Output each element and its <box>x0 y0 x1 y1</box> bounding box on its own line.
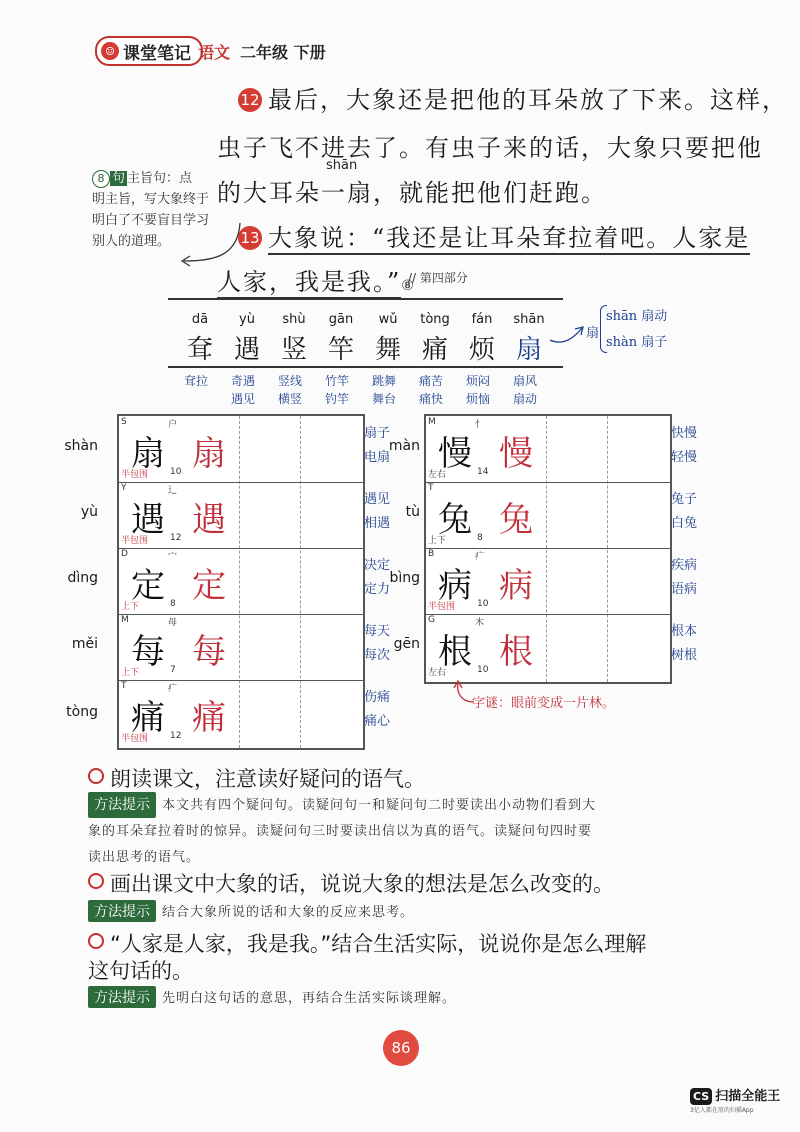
header-subject: 语文 <box>198 43 231 62</box>
header-title: 课堂笔记 <box>123 43 191 64</box>
p12-line2: 虫子飞不进去了。有虫子来的话，大象只要把他 <box>217 134 763 162</box>
word-group: 奇遇 遇见 <box>230 374 255 406</box>
fan-char: 扇 <box>586 326 600 341</box>
fan-reading-1: shān 扇动 <box>606 309 668 324</box>
exercise-3-cont: 这句话的。 <box>88 959 193 983</box>
exercise-3-tip: 方法提示 先明白这句话的意思，再结合生活实际谈理解。 <box>88 986 456 1008</box>
paragraph-number: 13 <box>238 226 262 250</box>
exercise-2: 画出课文中大象的话，说说大象的想法是怎么改变的。 <box>88 868 614 898</box>
circle-icon <box>88 768 104 784</box>
right-grid-content: màn M 忄 慢 左右 14 慢 快慢 轻慢 tù T 兔 上下 8 兔 兔子 白兔 bìng B 疒 病 半包围 10 病 疾病 语病 gēn G 木 根 左右 10 根 根本 树根 <box>388 417 698 678</box>
p12-line1: 12 最后，大象还是把他的耳朵放了下来。这样， <box>238 80 788 115</box>
left-grid-content: shàn S 户 扇 半包围 10 扇 扇子 电扇 yù Y 辶 遇 半包围 12 遇 遇见 相遇 dìng D 宀 定 上下 8 定 决定 定力 měi M 母 每 上下 7 每 每天 每次 tòng T 疒 痛 半包围 12 痛 伤痛 痛心 <box>64 417 391 744</box>
exercise-3: “人家是人家，我是我。”结合生活实际，说说你是怎么理解 <box>88 928 646 958</box>
word-char: gān 竿 <box>327 312 354 365</box>
tip-label: 方法提示 <box>88 900 156 922</box>
new-words-box <box>168 298 563 368</box>
note-text: 明主旨，写大象终于明白了不要盲目学习别人的道理。 <box>92 192 210 249</box>
side-note: 8 句 主旨句：点 明主旨，写大象终于明白了不要盲目学习别人的道理。 <box>92 171 210 249</box>
fan-reading-2: shàn 扇子 <box>606 335 668 350</box>
shan-pinyin: shān <box>326 158 358 173</box>
arrow-icon <box>548 316 588 346</box>
smile-icon: ☺ <box>101 42 119 60</box>
word-char: yù 遇 <box>233 312 260 365</box>
p13-line2: 人家，我是我。”⑧ <box>217 262 416 297</box>
p12-line3: 的大耳朵一扇，就能把他们赶跑。 <box>217 179 607 207</box>
exercise-2-tip: 方法提示 结合大象所说的话和大象的反应来思考。 <box>88 900 414 922</box>
word-group: 跳舞 舞台 <box>371 374 396 406</box>
word-group: 竹竿 钓竿 <box>324 374 349 406</box>
note-tag: 句 <box>112 171 126 186</box>
word-group: 扇风 扇动 <box>512 374 537 406</box>
tip-label: 方法提示 <box>88 792 156 818</box>
word-char: tòng 痛 <box>420 312 450 365</box>
word-group: 耷拉 <box>183 374 208 388</box>
mark-8: ⑧ <box>401 278 416 294</box>
exercise-1: 朗读课文，注意读好疑问的语气。 <box>88 763 425 793</box>
note-number: 8 <box>92 170 110 188</box>
word-char: fán 烦 <box>468 312 495 365</box>
word-char: shān 扇 <box>513 312 545 365</box>
part-label: // 第四部分 <box>408 271 468 285</box>
circle-icon <box>88 873 104 889</box>
word-char: dā 耷 <box>186 312 213 365</box>
page-number: 86 <box>383 1030 419 1066</box>
note-arrow-icon <box>176 215 246 267</box>
word-char: wǔ 舞 <box>374 312 401 365</box>
header-badge <box>95 36 203 66</box>
word-group: 痛苦 痛快 <box>418 374 443 406</box>
scanner-watermark: CS 扫描全能王 3亿人都在用的扫描App <box>690 1089 781 1114</box>
exercise-1-tip: 方法提示 本文共有四个疑问句。读疑问句一和疑问句二时要读出小动物们看到大 象的耳朵耷拉着时的惊异。读疑问句三时要读出信以为真的语气。读疑问句四时要 读出思考的语气。 <box>88 792 718 870</box>
paragraph-number: 12 <box>238 88 262 112</box>
p13-line1: 13 大象说：“我还是让耳朵耷拉着吧。人家是 <box>238 218 750 253</box>
word-group: 竖线 横竖 <box>277 374 302 406</box>
header-grade: 二年级 下册 <box>240 43 326 62</box>
riddle: 字谜：眼前变成一片林。 <box>472 696 616 711</box>
cs-logo-icon: CS <box>690 1088 712 1105</box>
word-group: 烦闷 烦恼 <box>465 374 490 406</box>
word-char: shù 竖 <box>280 312 307 365</box>
circle-icon <box>88 933 104 949</box>
tip-label: 方法提示 <box>88 986 156 1008</box>
